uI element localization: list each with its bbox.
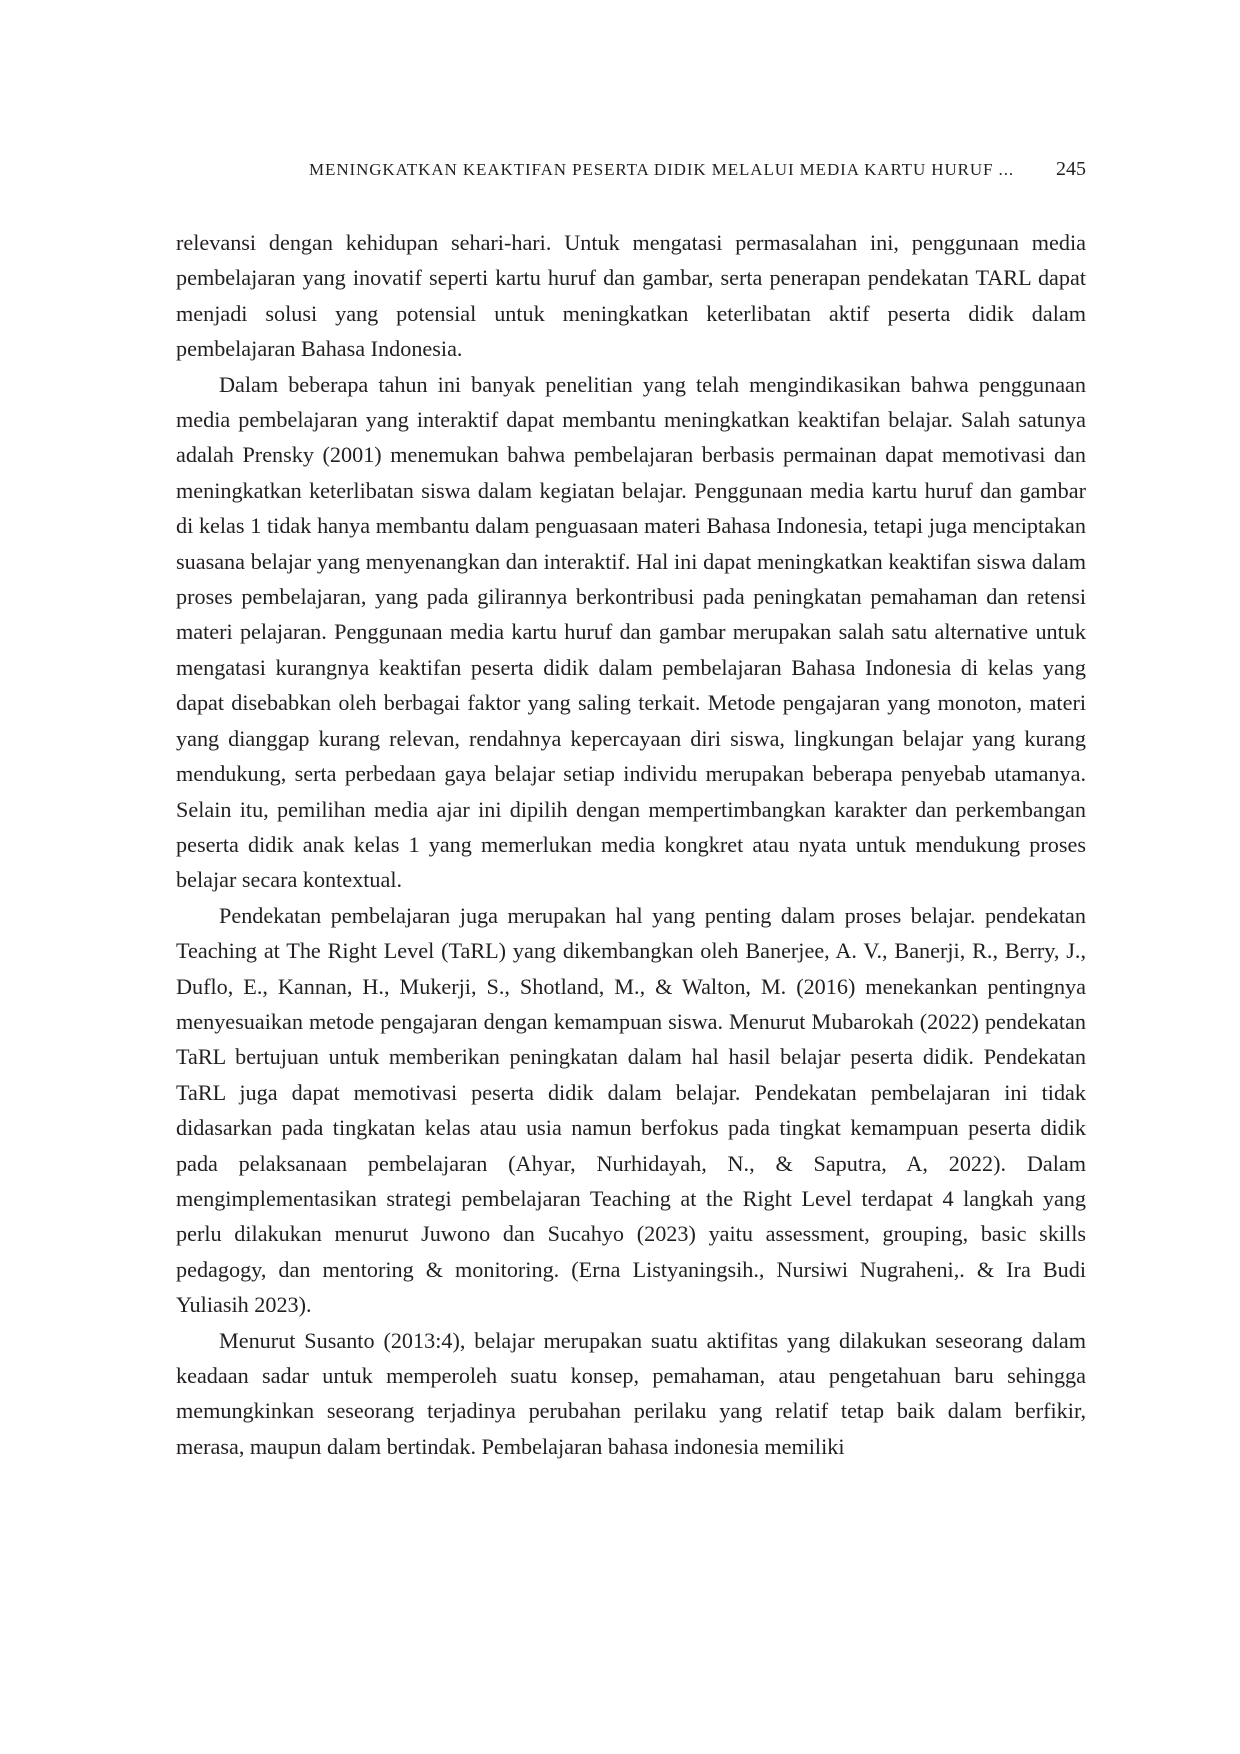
paragraph: Pendekatan pembelajaran juga merupakan hal yang penting dalam proses belajar. pendekatan Teaching at The Right Level (TaRL) yang dikembangkan oleh Banerjee, A. V., Banerji, R., Berry, J., Duflo, E., Kannan, H., Mukerji, S., Shotland, M., & Walton, M. (2016) menekankan pentingnya menyesuaikan metode pengajaran dengan kemampuan siswa. Menurut Mubarokah (2022) pendekatan TaRL bertujuan untuk memberikan peningkatan dalam hal hasil belajar peserta didik. Pendekatan TaRL juga dapat memotivasi peserta didik dalam belajar. Pendekatan pembelajaran ini tidak didasarkan pada tingkatan kelas atau usia namun berfokus pada tingkat kemampuan peserta didik pada pelaksanaan pembelajaran (Ahyar, Nurhidayah, N., & Saputra, A, 2022). Dalam mengimplementasikan strategi pembelajaran Teaching at the Right Level terdapat 4 langkah yang perlu dilakukan menurut Juwono dan Sucahyo (2023) yaitu assessment, grouping, basic skills pedagogy, dan mentoring & monitoring. (Erna Listyaningsih., Nursiwi Nugraheni,. & Ira Budi Yuliasih 2023). [176, 902, 1086, 1318]
paragraph: Dalam beberapa tahun ini banyak penelitian yang telah mengindikasikan bahwa penggunaan media pembelajaran yang interaktif dapat membantu meningkatkan keaktifan belajar. Salah satunya adalah Prensky (2001) menemukan bahwa pembelajaran berbasis permainan dapat memotivasi dan meningkatkan keterlibatan siswa dalam kegiatan belajar. Penggunaan media kartu huruf dan gambar di kelas 1 tidak hanya membantu dalam penguasaan materi Bahasa Indonesia, tetapi juga menciptakan suasana belajar yang menyenangkan dan interaktif. Hal ini dapat meningkatkan keaktifan siswa dalam proses pembelajaran, yang pada gilirannya berkontribusi pada peningkatan pemahaman dan retensi materi pelajaran. Penggunaan media kartu huruf dan gambar merupakan salah satu alternative untuk mengatasi kurangnya keaktifan peserta didik dalam pembelajaran Bahasa Indonesia di kelas yang dapat disebabkan oleh berbagai faktor yang saling terkait. Metode pengajaran yang monoton, materi yang dianggap kurang relevan, rendahnya kepercayaan diri siswa, lingkungan belajar yang kurang mendukung, serta perbedaan gaya belajar setiap individu merupakan beberapa penyebab utamanya. Selain itu, pemilihan media ajar ini dipilih dengan mempertimbangkan karakter dan perkembangan peserta didik anak kelas 1 yang memerlukan media kongkret atau nyata untuk mendukung proses belajar secara kontextual. [176, 371, 1086, 893]
body-text [176, 225, 1086, 1464]
page-number: 245 [1056, 158, 1086, 180]
running-title: MENINGKATKAN KEAKTIFAN PESERTA DIDIK MELALUI MEDIA KARTU HURUF ... [309, 160, 1014, 179]
paragraph-continuation: relevansi dengan kehidupan sehari-hari. Untuk mengatasi permasalahan ini, penggunaan media pembelajaran yang inovatif seperti kartu huruf dan gambar, serta penerapan pendekatan TARL dapat menjadi solusi yang potensial untuk meningkatkan keterlibatan aktif peserta didik dalam pembelajaran Bahasa Indonesia. [176, 230, 1086, 362]
paragraph: Menurut Susanto (2013:4), belajar merupakan suatu aktifitas yang dilakukan seseorang dalam keadaan sadar untuk memperoleh suatu konsep, pemahaman, atau pengetahuan baru sehingga memungkinkan seseorang terjadinya perubahan perilaku yang relatif tetap baik dalam berfikir, merasa, maupun dalam bertindak. Pembelajaran bahasa indonesia memiliki [176, 1327, 1086, 1459]
running-header [176, 158, 1086, 188]
